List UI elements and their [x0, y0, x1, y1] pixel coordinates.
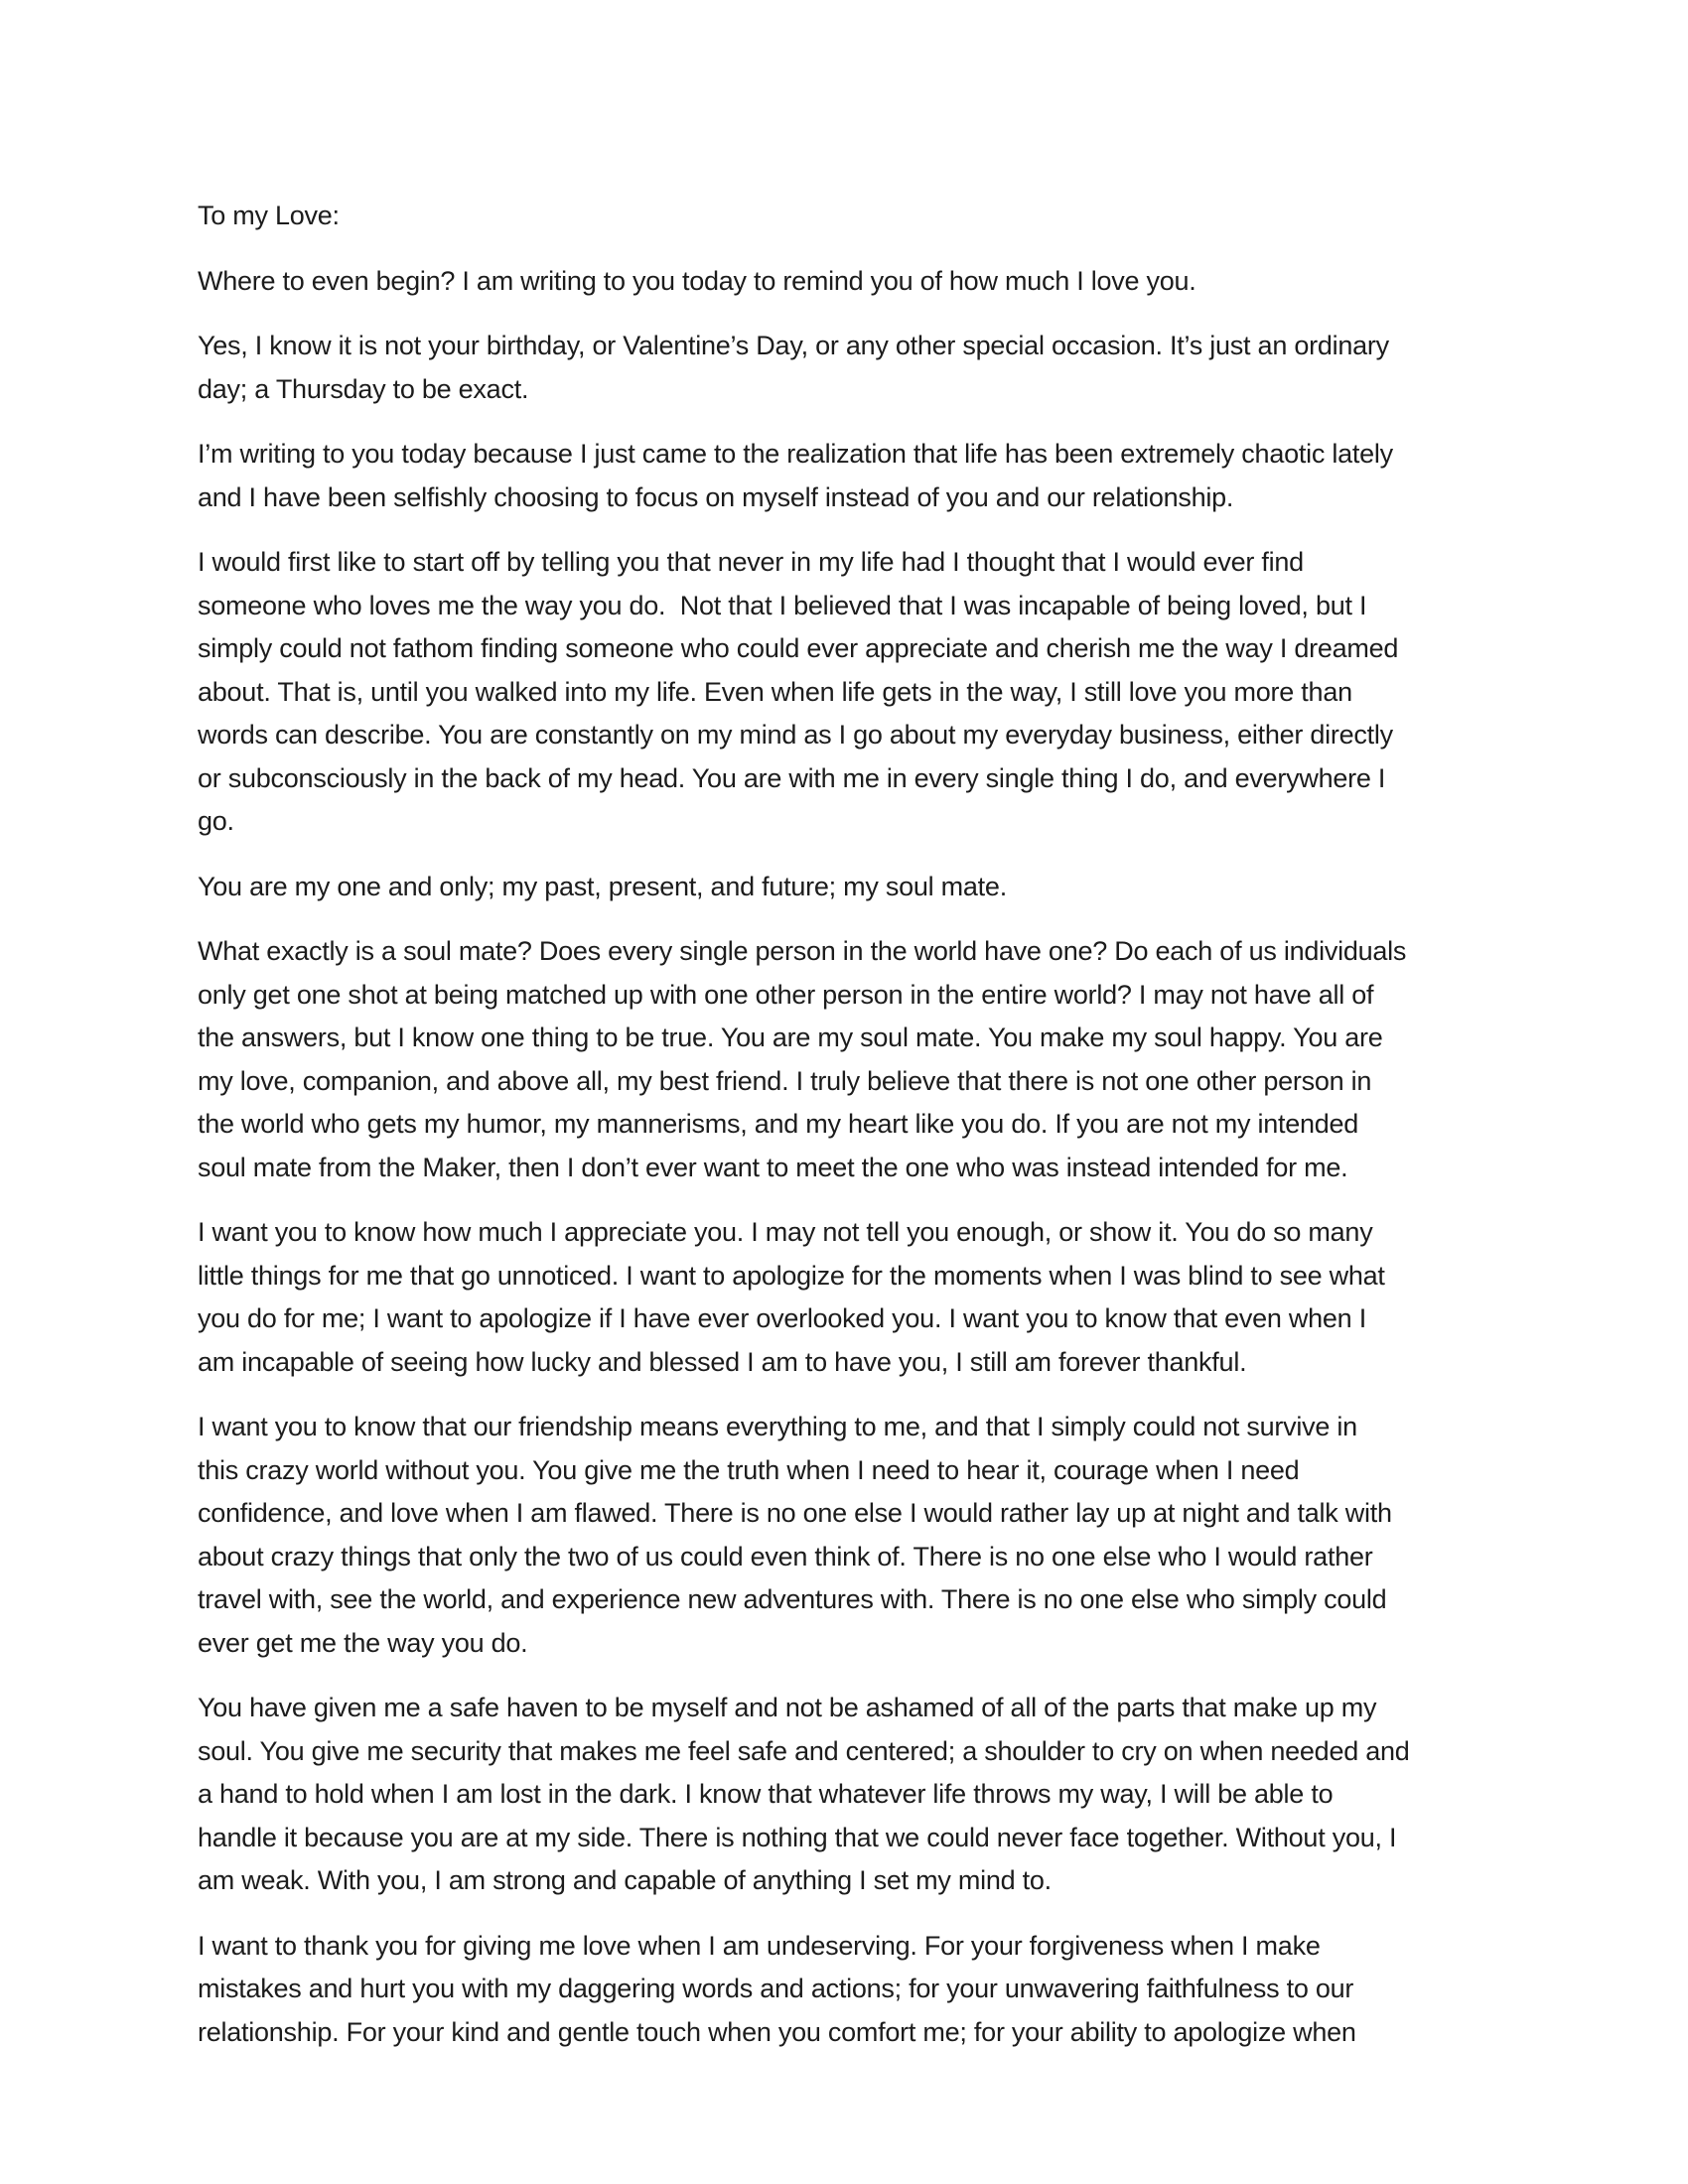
- letter-paragraph: [198, 866, 1588, 909]
- letter-line: relationship. For your kind and gentle touch when you comfort me; for your ability to apologize when: [198, 2016, 1356, 2047]
- letter-line: this crazy world without you. You give me the truth when I need to hear it, courage when I need: [198, 1454, 1300, 1485]
- letter-line: little things for me that go unnoticed. I want to apologize for the moments when I was blind to see what: [198, 1260, 1385, 1291]
- letter-line: simply could not fathom finding someone who could ever appreciate and cherish me the way I dreamed: [198, 633, 1399, 663]
- letter-paragraph: [198, 541, 1588, 844]
- letter-line: You have given me a safe haven to be myself and not be ashamed of all of the parts that make up my: [198, 1693, 1377, 1722]
- letter-line: confidence, and love when I am flawed. There is no one else I would rather lay up at night and talk with: [198, 1498, 1392, 1528]
- letter-line: and I have been selfishly choosing to focus on myself instead of you and our relationship.: [198, 481, 1234, 512]
- salutation: To my Love:: [198, 201, 340, 230]
- letter-line: I would first like to start off by telling you that never in my life had I thought that I would ever find: [198, 547, 1304, 577]
- letter-line: ever get me the way you do.: [198, 1627, 528, 1658]
- letter-line: or subconsciously in the back of my head. You are with me in every single thing I do, and everywhere I: [198, 762, 1386, 793]
- letter-line: What exactly is a soul mate? Does every single person in the world have one? Do each of us individuals: [198, 936, 1407, 966]
- letter-line: You are my one and only; my past, present, and future; my soul mate.: [198, 871, 1007, 901]
- letter-line: you do for me; I want to apologize if I have ever overlooked you. I want you to know that even when I: [198, 1303, 1366, 1333]
- letter-line: someone who loves me the way you do. Not that I believed that I was incapable of being loved, but I: [198, 590, 1367, 620]
- letter-line: soul mate from the Maker, then I don’t ever want to meet the one who was instead intended for me.: [198, 1152, 1348, 1182]
- letter-line: about. That is, until you walked into my life. Even when life gets in the way, I still love you more than: [198, 676, 1352, 707]
- letter-line: I’m writing to you today because I just came to the realization that life has been extremely chaotic lately: [198, 439, 1393, 469]
- letter-line: a hand to hold when I am lost in the dark. I know that whatever life throws my way, I will be able to: [198, 1779, 1334, 1809]
- letter-line: the answers, but I know one thing to be true. You are my soul mate. You make my soul happy. You are: [198, 1023, 1383, 1052]
- letter-line: mistakes and hurt you with my daggering words and actions; for your unwavering faithfulness to our: [198, 1974, 1354, 2003]
- letter-line: go.: [198, 806, 234, 836]
- letter-body: [198, 260, 1588, 2055]
- letter-paragraph: [198, 1211, 1588, 1384]
- letter-paragraph: [198, 1925, 1588, 2055]
- letter-paragraph: [198, 433, 1588, 519]
- letter-line: only get one shot at being matched up with one other person in the entire world? I may not have all of: [198, 979, 1374, 1010]
- letter-line: travel with, see the world, and experience new adventures with. There is no one else who simply could: [198, 1584, 1387, 1614]
- letter-line: Yes, I know it is not your birthday, or Valentine’s Day, or any other special occasion. It’s just an ordinary: [198, 331, 1389, 360]
- letter-line: soul. You give me security that makes me feel safe and centered; a shoulder to cry on when needed and: [198, 1735, 1410, 1766]
- letter-line: day; a Thursday to be exact.: [198, 373, 529, 404]
- letter-line: words can describe. You are constantly on my mind as I go about my everyday business, either directly: [198, 720, 1393, 750]
- letter-paragraph: [198, 1406, 1588, 1665]
- letter-line: I want to thank you for giving me love when I am undeserving. For your forgiveness when I make: [198, 1930, 1321, 1961]
- letter-line: am weak. With you, I am strong and capable of anything I set my mind to.: [198, 1865, 1052, 1895]
- letter: [198, 195, 1588, 2054]
- letter-line: handle it because you are at my side. There is nothing that we could never face together. Without you, I: [198, 1822, 1397, 1852]
- letter-paragraph: [198, 325, 1588, 411]
- letter-line: about crazy things that only the two of us could even think of. There is no one else who I would rather: [198, 1541, 1373, 1571]
- letter-paragraph: [198, 1687, 1588, 1903]
- letter-paragraph: [198, 260, 1588, 304]
- letter-line: am incapable of seeing how lucky and blessed I am to have you, I still am forever thankful.: [198, 1346, 1247, 1377]
- letter-line: I want you to know how much I appreciate you. I may not tell you enough, or show it. You do so many: [198, 1217, 1373, 1247]
- letter-paragraph: [198, 930, 1588, 1189]
- letter-line: the world who gets my humor, my mannerisms, and my heart like you do. If you are not my intended: [198, 1109, 1359, 1139]
- letter-line: Where to even begin? I am writing to you today to remind you of how much I love you.: [198, 265, 1196, 296]
- letter-line: my love, companion, and above all, my best friend. I truly believe that there is not one other person in: [198, 1065, 1372, 1096]
- letter-line: I want you to know that our friendship means everything to me, and that I simply could not survive in: [198, 1412, 1357, 1441]
